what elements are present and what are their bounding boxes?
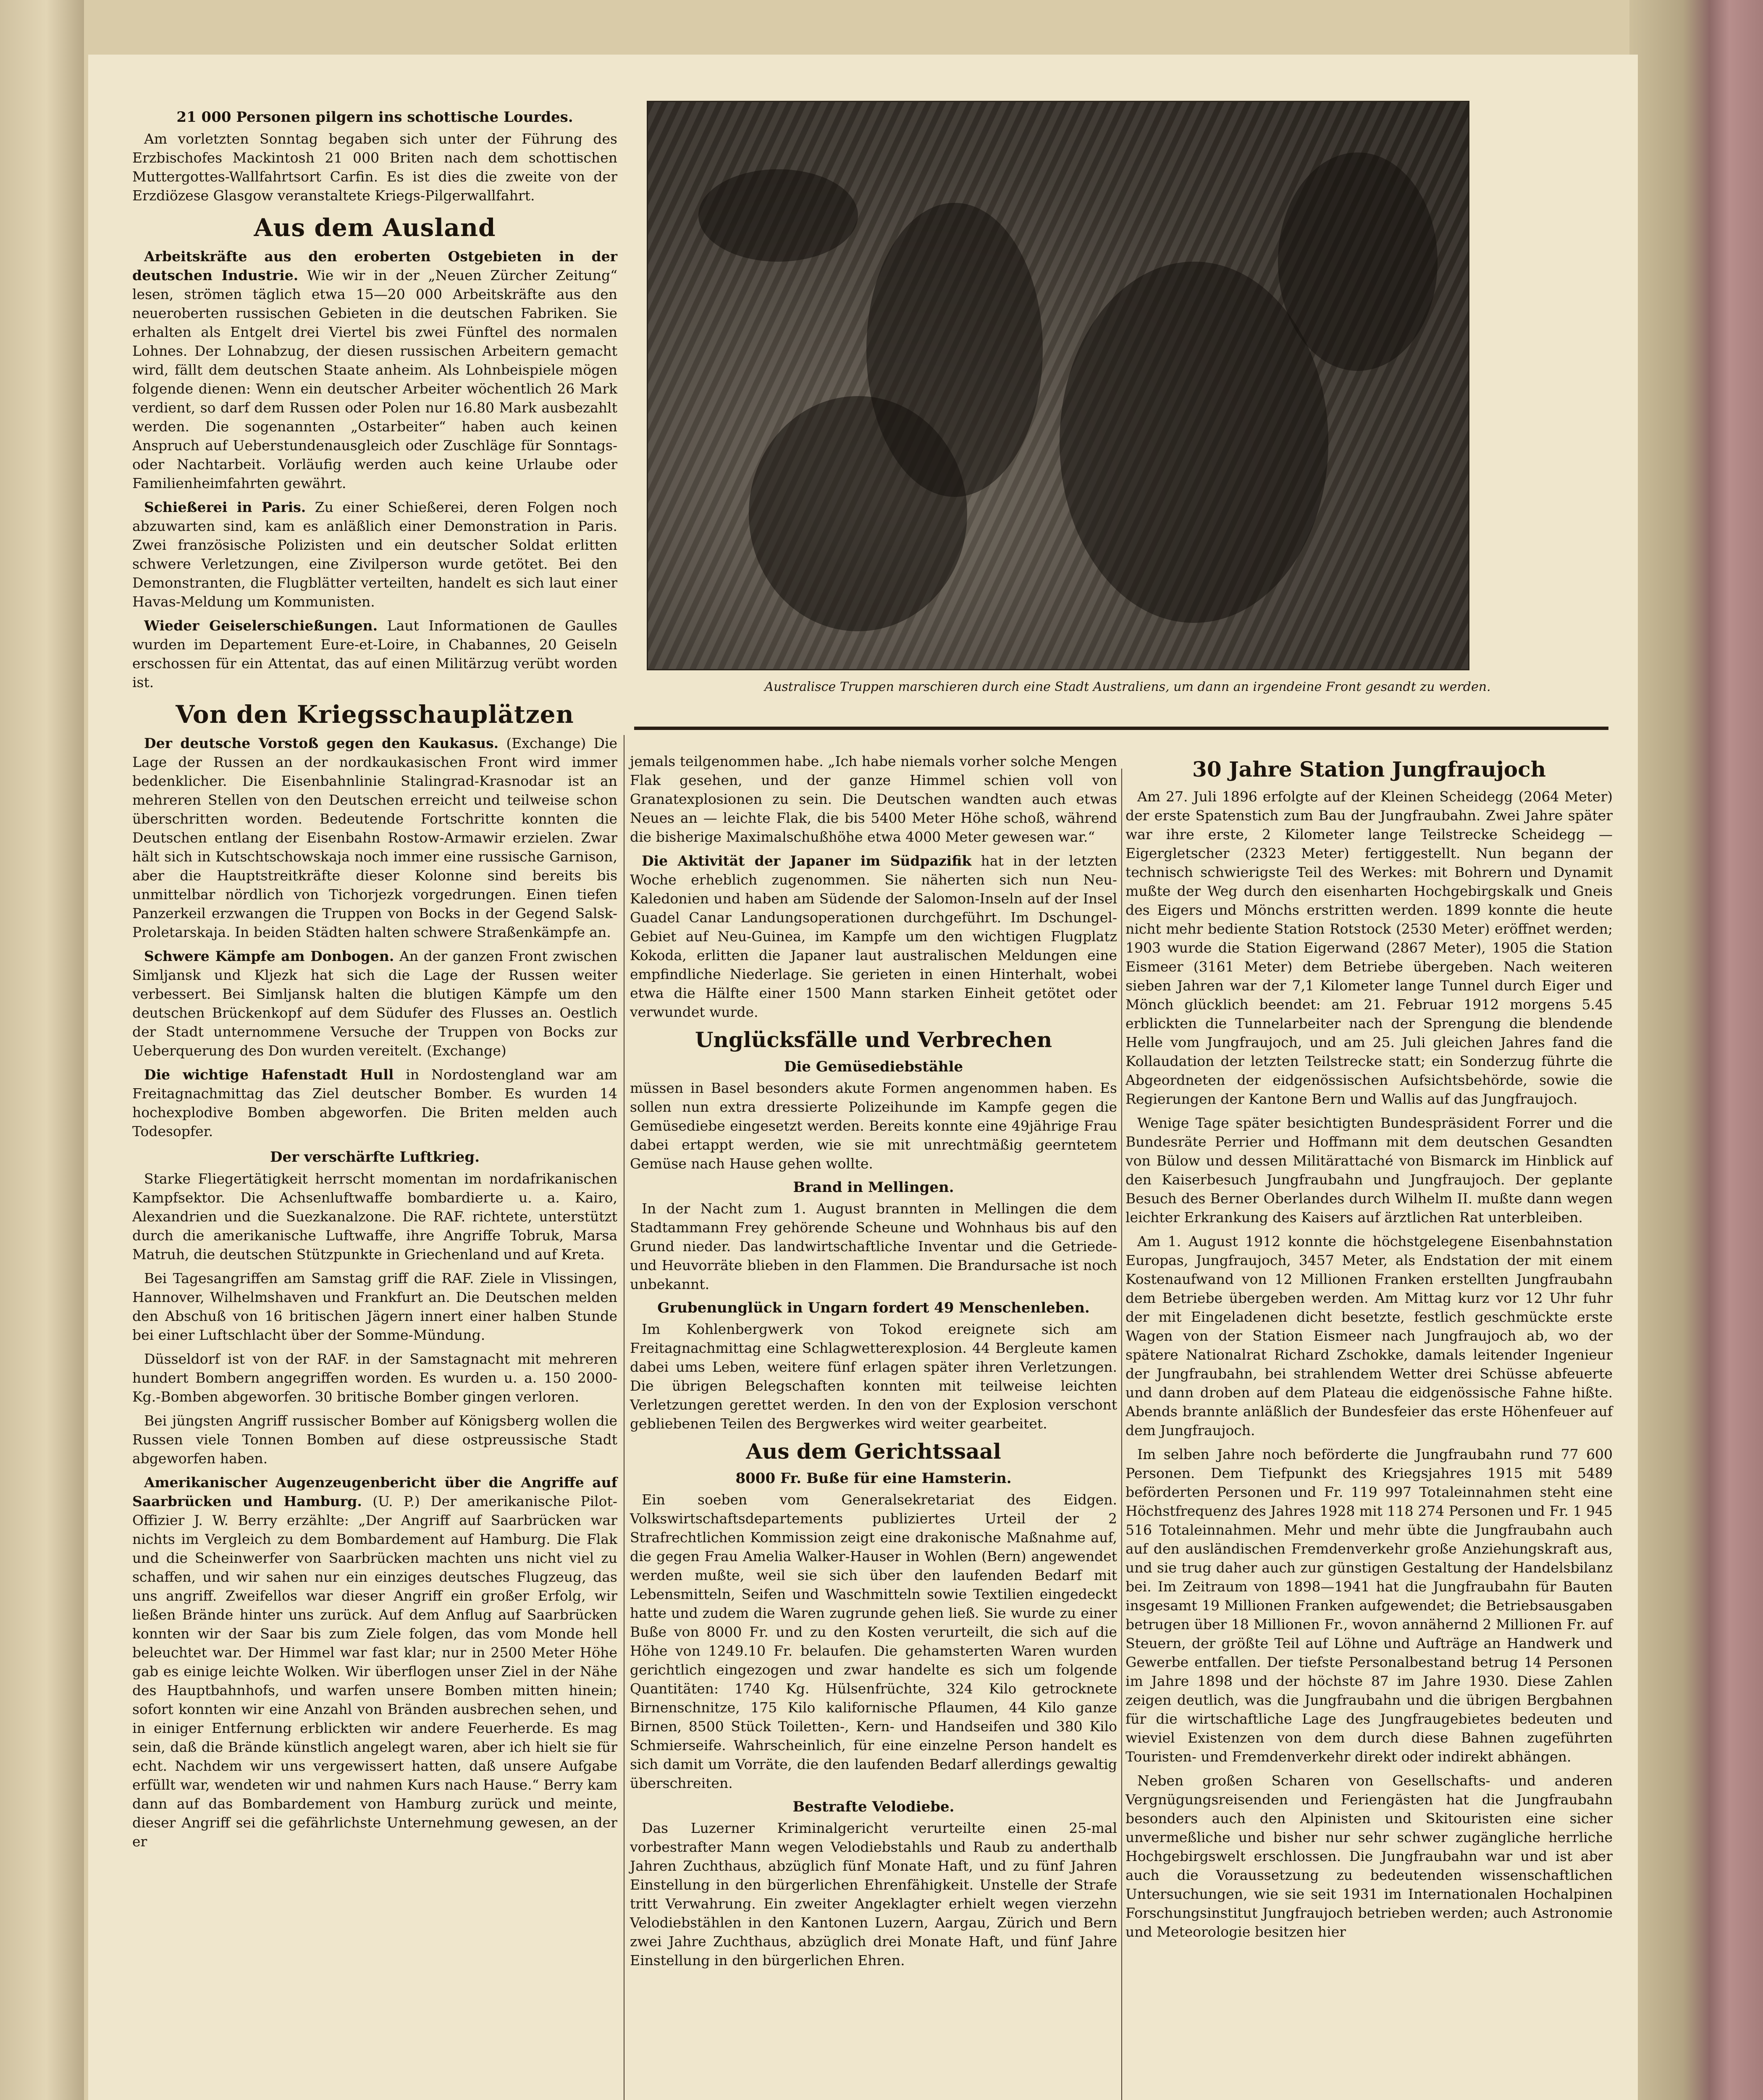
luftkrieg-para-4: Bei jüngsten Angriff russischer Bomber auf Königsberg wollen die Russen viele Tonnen Bomben auf diese ostpreussische Stadt abgeworfen haben.	[132, 1412, 617, 1467]
jungfrau-headline: 30 Jahre Station Jungfraujoch	[1192, 757, 1546, 782]
flak-continuation: jemals teilgenommen habe. „Ich habe niemals vorher solche Mengen Flak gesehen, und der ganze Himmel schien voll von Granatexplosionen zu sein. Die Deutschen wandten auch etwas Neues an — leichte Flak, die bis 5400 Meter Höhe schoß, während die bisherige Maximalschußhöhe etwa 4000 Meter gewesen war.“	[630, 753, 1117, 845]
luftkrieg-para-1: Starke Fliegertätigkeit herrscht momentan im nordafrikanischen Kampfsektor. Die Achsenluftwaffe bombardierte u. a. Kairo, Alexandrien und die Suezkanalzone. Die RAF. richtete, unterstützt durch die amerikanische Luftwaffe, ihre Angriffe Tobruk, Marsa Matruh, die deutschen Stützpunkte in Griechenland und auf Kreta.	[132, 1171, 617, 1263]
newspaper-page	[88, 55, 1638, 2100]
arbeit-text: Wie wir in der „Neuen Zürcher Zeitung“ lesen, strömen täglich etwa 15—20 000 Arbeitskräfte aus den neueroberten russischen Gebieten in die deutschen Fabriken. Sie erhalten als Entgelt drei Viertel bis zwei Fünftel des normalen Lohnes. Der Lohnabzug, der diesen russischen Arbeitern gemacht wird, fällt dem deutschen Staate anheim. Als Lohnbeispiele mögen folgende dienen: Wenn ein deutscher Arbeiter wöchentlich 26 Mark verdient, so darf dem Russen oder Polen nur 16.80 Mark ausbezahlt werden. Die sogenannten „Ostarbeiter“ haben auch keinen Anspruch auf Ueberstundenausgleich oder Zuschläge für Sonntags- oder Nachtarbeit. Vorläufig werden auch keine Urlaube oder Familienheimfahrten gewährt.	[132, 267, 618, 491]
paris-text: Zu einer Schießerei, deren Folgen noch abzuwarten sind, kam es anläßlich einer Demonstration in Paris. Zwei französische Polizisten und ein deutscher Soldat erlitten schwere Verletzungen, eine Zivilperson wurde getötet. Bei den Demonstranten, die Flugblätter verteilten, handelt es sich laut einer Havas-Meldung um Kommunisten.	[132, 499, 617, 610]
lourdes-headline: 21 000 Personen pilgern ins schottische Lourdes.	[176, 109, 573, 126]
saar-lead: Amerikanischer Augenzeugenbericht über die Angriffe auf Saarbrücken und Hamburg.	[132, 1474, 617, 1509]
hull-lead: Die wichtige Hafenstadt Hull	[144, 1066, 394, 1083]
ausland-section-title: Aus dem Ausland	[254, 213, 496, 242]
arbeit-article	[132, 247, 617, 493]
velo-article: Das Luzerner Kriminalgericht verurteilte einen 25-mal vorbestrafter Mann wegen Velodiebstahls und Raub zu anderthalb Jahren Zuchthaus, abzüglich fünf Monate Haft, und zu fünf Jahren Einstellung in den bürgerlichen Ehrenfähigkeit. Unstelle der Strafe tritt Verwahrung. Ein zweiter Angeklagter erhielt wegen vierzehn Velodiebstählen in den Kantonen Luzern, Aargau, Zürich und Bern zwei Jahre Zuchthaus, abzüglich drei Monate Haft, und fünf Jahre Einstellung in den bürgerlichen Ehren.	[630, 1820, 1117, 1969]
kaukasus-article	[132, 734, 617, 942]
column-right	[1125, 752, 1613, 1946]
scan-right-edge	[1629, 0, 1763, 2100]
lourdes-article: Am vorletzten Sonntag begaben sich unter der Führung des Erzbischofes Mackintosh 21 000 Briten nach dem schottischen Muttergottes-Wallfahrtsort Carfin. Es ist dies die zweite von der Erzdiözese Glasgow veranstaltete Kriegs-Pilgerwallfahrt.	[132, 131, 617, 204]
velo-headline: Bestrafte Velodiebe.	[792, 1798, 955, 1815]
jungfrau-para-4: Im selben Jahre noch beförderte die Jungfraubahn rund 77 600 Personen. Dem Tiefpunkt des Kriegsjahres 1915 mit 5489 beförderten Personen und Fr. 119 997 Totaleinnahmen steht eine Höchstfrequenz des Jahres 1928 mit 118 274 Personen und Fr. 1 945 516 Totaleinnahmen. Mehr und mehr übte die Jungfraubahn auch auf den ausländischen Fremdenverkehr große Anziehungskraft aus, und sie trug daher auch zur günstigen Gestaltung der Handelsbilanz bei. Im Zeitraum von 1898—1941 hat die Jungfraubahn für Bauten insgesamt 19 Millionen Franken aufgewendet; die Betriebsausgaben betrugen über 18 Millionen Fr., wovon annähernd 2 Millionen Fr. auf Steuern, der größte Teil auf Löhne und Aufträge an Handwerk und Gewerbe entfallen. Der tiefste Personalbestand betrug 14 Personen im Jahre 1898 und der höchste 87 im Jahre 1930. Diese Zahlen zeigen deutlich, was die Jungfraubahn und die übrigen Bergbahnen für die wirtschaftliche Lage des Jungfraugebietes bedeuten und wieviel Existenzen von dem durch diese Bahnen zugeführten Touristen- und Fremdenverkehr direkt oder indirekt abhängen.	[1125, 1446, 1613, 1765]
brand-headline: Brand in Mellingen.	[793, 1179, 954, 1196]
section-rule	[634, 727, 1608, 730]
donbogen-lead: Schwere Kämpfe am Donbogen.	[144, 948, 394, 964]
busse-headline: 8000 Fr. Buße für eine Hamsterin.	[735, 1470, 1012, 1487]
unglueck-section-title: Unglücksfälle und Verbrechen	[695, 1027, 1052, 1052]
paris-lead: Schießerei in Paris.	[144, 499, 306, 515]
jungfrau-para-1: Am 27. Juli 1896 erfolgte auf der Kleinen Scheidegg (2064 Meter) der erste Spatenstich zum Bau der Jungfraubahn. Zwei Jahre später war ihre erste, 2 Kilometer lange Teilstrecke Scheidegg — Eigergletscher (2323 Meter) fertiggestellt. Nun begann der technisch schwierigste Teil des Werkes: mit Bohrern und Dynamit mußte der Weg durch den eisenharten Hochgebirgskalk und Gneis des Eigers und Mönchs erstritten werden. 1899 konnte die heute nicht mehr bediente Station Rotstock (2530 Meter) eröffnet werden; 1903 wurde die Station Eigerwand (2867 Meter), 1905 die Station Eismeer (3161 Meter) dem Betriebe übergeben. Nach weiteren sieben Jahren war der 7,1 Kilometer lange Tunnel durch Eiger und Mönch glücklich beendet: am 21. Februar 1912 morgens 5.45 erblickten die Tunnelarbeiter nach der Sprengung die blendende Helle vom Jungfraujoch, und am 25. Juli gleichen Jahres fand die Kollaudation der letzten Teilstrecke statt; ein Sonderzug führte die Abgeordneten der eidgenössischen Aufsichtsbehörde, sowie die Regierungen der Kantone Bern und Wallis auf das Jungfraujoch.	[1125, 788, 1613, 1107]
photo-block	[647, 101, 1608, 696]
geisel-text: Laut Informationen de Gaulles wurden im Departement Eure-et-Loire, in Chabannes, 20 Geiseln erschossen für ein Attentat, das auf einen Militärzug verübt worden ist.	[132, 617, 618, 690]
gruben-headline: Grubenunglück in Ungarn fordert 49 Menschenleben.	[657, 1299, 1090, 1316]
saar-text: (U. P.) Der amerikanische Pilot-Offizier J. W. Berry erzählte: „Der Angriff auf Saarbrücken war nichts im Vergleich zu dem Bombardement auf Hamburg. Die Flak und die Scheinwerfer von Saarbrücken machten uns nicht viel zu schaffen, und wir sahen nur ein einziges deutsches Flugzeug, das uns angriff. Zweifellos war dieser Angriff ein großer Erfolg, wir ließen Brände hinter uns zurück. Auf dem Anflug auf Saarbrücken konnten wir der Saar bis zum Ziele folgen, das vom Monde hell beleuchtet war. Der Himmel war fast klar; nur in 2500 Meter Höhe gab es einige leichte Wolken. Wir überflogen unser Ziel in der Nähe des Hauptbahnhofs, und warfen unsere Bomben mitten hinein; sofort konnten wir eine Anzahl von Bränden ausbrechen sehen, und in einiger Entfernung erblickten wir andere Feuerherde. Es mag sein, daß die Brände künstlich angelegt waren, aber ich hielt sie für echt. Nachdem wir uns vergewissert hatten, daß unsere Aufgabe erfüllt war, wendeten wir und nahmen Kurs nach Hause.“ Berry kam dann auf das Bombardement von Hamburg zurück und meinte, dieser Angriff sei die gefährlichste Unternehmung gewesen, an der er	[132, 1493, 617, 1850]
japan-text: hat in der letzten Woche erheblich zugenommen. Sie näherten sich nun Neu-Kaledonien und haben am Südende der Salomon-Inseln auf der Insel Guadel Canar Landungsoperationen durchgeführt. Im Dschungel-Gebiet auf Neu-Guinea, im Kampfe um den wichtigen Flugplatz Kokoda, erlitten die Japaner laut australischen Meldungen eine empfindliche Niederlage. Sie gerieten in einen Hinterhalt, wobei etwa die Hälfte einer 1500 Mann starken Einheit getötet oder verwundet wurde.	[630, 853, 1117, 1020]
column-left	[132, 101, 617, 1856]
japan-lead: Die Aktivität der Japaner im Südpazifik	[642, 853, 972, 869]
column-middle	[630, 752, 1117, 1975]
arbeit-lead: Arbeitskräfte aus den eroberten Ostgebieten in der deutschen Industrie.	[132, 248, 617, 284]
geisel-article	[132, 616, 617, 692]
kaukasus-text: (Exchange) Die Lage der Russen an der nordkaukasischen Front wird immer bedenklicher. Die Eisenbahnlinie Stalingrad-Krasnodar ist an mehreren Stellen von den Deutschen erreicht und teilweise schon überschritten worden. Bedeutende Fortschritte konnten die Deutschen entlang der Eisenbahn Rostow-Armawir erzielen. Zwar hält sich in Kutschtschowskaja noch immer eine russische Garnison, aber die Hauptstreitkräfte dieser Kolonne sind bereits bis unmittelbar nördlich von Tichorjezk vorgedrungen. Einen tiefen Panzerkeil erzwangen die Truppen von Bocks in der Gegend Salsk-Proletarskaja. In beiden Städten halten schwere Straßenkämpfe an.	[132, 735, 617, 940]
saar-article	[132, 1473, 617, 1851]
photo-caption: Australisce Truppen marschieren durch eine Stadt Australiens, um dann an irgendeine Front gesandt zu werden.	[764, 680, 1491, 694]
japan-article	[630, 851, 1117, 1021]
gericht-section-title: Aus dem Gerichtssaal	[746, 1439, 1001, 1464]
busse-article: Ein soeben vom Generalsekretariat des Eidgen. Volkswirtschaftsdepartements publiziertes Urteil der 2 Strafrechtlichen Kommission zeigt eine drakonische Maßnahme auf, die gegen Frau Amelia Walker-Hauser in Wohlen (Bern) angewendet werden mußte, weil sie sich über den laufenden Bedarf mit Lebensmitteln, Seifen und Waschmitteln sowie Textilien eingedeckt hatte und zudem die Waren zugrunde gehen ließ. Sie wurde zu einer Buße von 8000 Fr. und zu den Kosten verurteilt, die sich auf die Höhe von 1249.10 Fr. belaufen. Die gehamsterten Waren wurden gerichtlich eingezogen und zwar handelte es sich um folgende Quantitäten: 1740 Kg. Hülsenfrüchte, 324 Kilo getrocknete Birnenschnitze, 175 Kilo kalifornische Pflaumen, 44 Kilo ganze Birnen, 8500 Stück Toiletten-, Kern- und Handseifen und 380 Kilo Schmierseife. Wahrscheinlich, für eine einzelne Person handelt es sich damit um Vorräte, die den laufenden Bedarf allerdings gewaltig überschreiten.	[630, 1491, 1117, 1791]
donbogen-article	[132, 947, 617, 1060]
kaukasus-lead: Der deutsche Vorstoß gegen den Kaukasus.	[144, 735, 499, 751]
donbogen-text: An der ganzen Front zwischen Simljansk und Kljezk hat sich die Lage der Russen weiter verbessert. Bei Simljansk halten die blutigen Kämpfe um den deutschen Brückenkopf auf dem Südufer des Flusses an. Oestlich der Stadt unternommene Versuche der Truppen von Bocks zur Ueberquerung des Don wurden vereitelt. (Exchange)	[132, 948, 617, 1059]
luftkrieg-para-3: Düsseldorf ist von der RAF. in der Samstagnacht mit mehreren hundert Bombern angegriffen worden. Es wurden u. a. 150 2000-Kg.-Bomben abgeworfen. 30 britische Bomber gingen verloren.	[132, 1351, 617, 1405]
geisel-lead: Wieder Geiselerschießungen.	[144, 617, 378, 634]
brand-article: In der Nacht zum 1. August brannten in Mellingen die dem Stadtammann Frey gehörende Scheune und Wohnhaus bis auf den Grund nieder. Das landwirtschaftliche Inventar und die Getriede- und Heuvorräte blieben in den Flammen. Die Brandursache ist noch unbekannt.	[630, 1200, 1117, 1292]
paris-article	[132, 498, 617, 611]
hull-article	[132, 1065, 617, 1141]
jungfrau-para-3: Am 1. August 1912 konnte die höchstgelegene Eisenbahnstation Europas, Jungfraujoch, 3457 Meter, als Endstation der mit einem Kostenaufwand von 12 Millionen Franken erstellten Jungfraubahn dem Betriebe übergeben werden. Am Mittag kurz vor 12 Uhr fuhr der mit Eingeladenen dicht besetzte, festlich geschmückte erste Wagen von der Station Eismeer nach Jungfraujoch ab, wo der spätere Nationalrat Richard Zschokke, damals leitender Ingenieur der Jungfraubahn, bei strahlendem Wetter drei Schüsse abfeuerte und dann droben auf dem Plateau die eidgenössische Fahne hißte. Abends brannte anläßlich der Bundesfeier das erste Höhenfeuer auf dem Jungfraujoch.	[1125, 1233, 1613, 1438]
krieg-section-title: Von den Kriegsschauplätzen	[176, 700, 574, 729]
jungfrau-para-5: Neben großen Scharen von Gesellschafts- und anderen Vergnügungsreisenden und Feriengästen hat die Jungfraubahn besonders auch den Alpinisten und Skitouristen eine sicher unvermeßliche und bisher nur sehr schwer zugängliche herrliche Hochgebirgswelt erschlossen. Die Jungfraubahn war und ist aber auch die Voraussetzung zu bedeutenden wissenschaftlichen Untersuchungen, wie sie seit 1931 im Internationalen Hochalpinen Forschungsinstitut Jungfraujoch betrieben werden; auch Astronomie und Meteorologie besitzen hier	[1125, 1772, 1613, 1940]
gemuese-headline: Die Gemüsediebstähle	[784, 1058, 963, 1075]
hull-text: in Nordostengland war am Freitagnachmittag das Ziel deutscher Bomber. Es wurden 14 hochexplodive Bomben abgeworfen. Die Briten melden auch Todesopfer.	[132, 1066, 617, 1139]
gruben-article: Im Kohlenbergwerk von Tokod ereignete sich am Freitagnachmittag eine Schlagwetterexplosion. 44 Bergleute kamen dabei ums Leben, weitere fünf erlagen später ihren Verletzungen. Die übrigen Belegschaften konnten mit teilweise leichten Verletzungen gerettet werden. In den von der Explosion verschont gebliebenen Teilen des Bergwerkes wird weiter gearbeitet.	[630, 1321, 1117, 1432]
jungfrau-para-2: Wenige Tage später besichtigten Bundespräsident Forrer und die Bundesräte Perrier und Hoffmann mit dem deutschen Gesandten von Bülow und dessen Militärattaché von Bismarck im Hinblick auf den Kaiserbesuch Jungfraubahn und Jungfraujoch. Der geplante Besuch des Berner Oberlandes durch Wilhelm II. mußte dann wegen leichter Erkrankung des Kaisers auf ärztlichen Rat unterbleiben.	[1125, 1115, 1613, 1226]
luftkrieg-para-2: Bei Tagesangriffen am Samstag griff die RAF. Ziele in Vlissingen, Hannover, Wilhelmshaven und Frankfurt an. Die Deutschen melden den Abschuß von 16 britischen Jägern innert einer halben Stunde bei einer Luftschlacht über der Somme-Mündung.	[132, 1270, 617, 1343]
troops-photo	[647, 101, 1469, 670]
column-rule-right	[1121, 769, 1122, 2100]
gemuese-article: müssen in Basel besonders akute Formen angenommen haben. Es sollen nun extra dressierte Polizeihunde im Kampfe gegen die Gemüsediebe eingesetzt werden. Bereits konnte eine 49jährige Frau dabei ertappt werden, wie sie mit unrechtmäßig geerntetem Gemüse nach Hause gehen wollte.	[630, 1080, 1117, 1172]
luftkrieg-headline: Der verschärfte Luftkrieg.	[270, 1149, 480, 1166]
scan-left-edge	[0, 0, 84, 2100]
